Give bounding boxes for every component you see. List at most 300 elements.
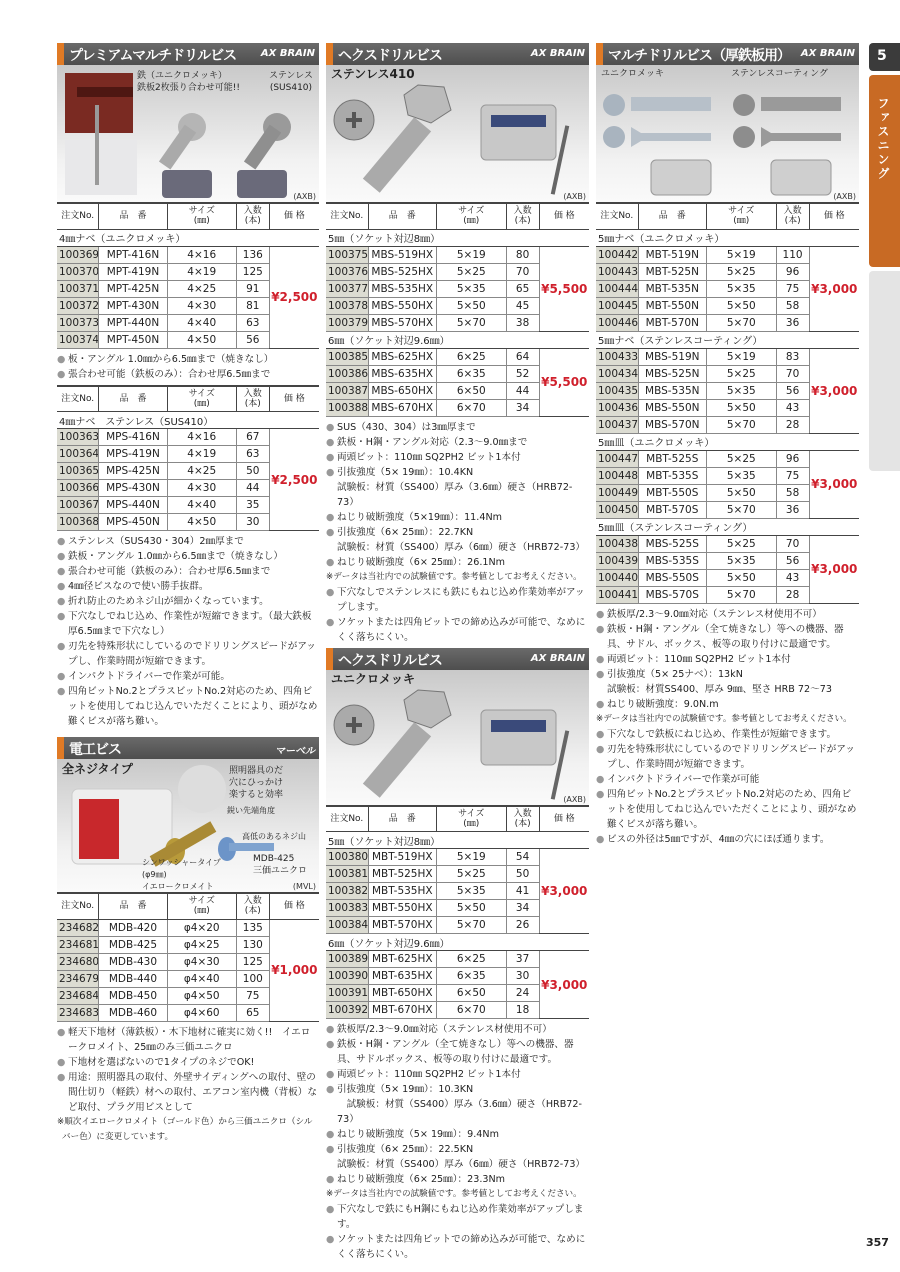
price: ¥5,500 <box>539 246 589 331</box>
quantity: 36 <box>776 501 809 518</box>
order-number: 100377 <box>326 280 368 297</box>
feature-note <box>326 555 589 570</box>
bullet-icon: ● <box>57 551 66 562</box>
price-table <box>57 385 319 532</box>
quantity: 70 <box>776 535 809 552</box>
feature-note <box>57 1070 319 1115</box>
bullet-icon: ● <box>326 586 335 598</box>
bullet-icon: ● <box>57 353 66 365</box>
order-number: 100365 <box>57 463 99 480</box>
feature-note <box>57 1055 319 1070</box>
bullet-icon: ● <box>326 1144 335 1155</box>
table-row[interactable] <box>596 246 859 263</box>
feature-note <box>57 579 319 594</box>
size: φ4×60 <box>167 1004 236 1021</box>
feature-note <box>326 570 589 585</box>
size: φ4×40 <box>167 970 236 987</box>
product-header <box>326 648 589 670</box>
group-label-row <box>326 934 589 951</box>
quantity: 24 <box>506 985 539 1002</box>
feature-note <box>57 367 319 382</box>
product-code: MBS-550N <box>638 399 706 416</box>
quantity: 36 <box>776 314 809 331</box>
feature-note <box>326 465 589 510</box>
bullet-icon: ● <box>596 623 605 635</box>
note-text: ねじり破断強度（5×19㎜）：11.4Nm <box>337 511 502 523</box>
size: 5×50 <box>436 900 506 917</box>
note-text: 引抜強度（5× 19㎜）：10.4KN 試験板：材質（SS400）厚み（3.6㎜）硬さ（HRB72-73） <box>337 466 573 508</box>
order-number: 100373 <box>57 314 99 331</box>
screw-image <box>603 94 711 116</box>
feature-note <box>596 772 859 787</box>
feature-note <box>326 510 589 525</box>
note-text: ねじり破断強度（6× 25㎜）：23.3Nm <box>337 1174 506 1185</box>
size: φ4×50 <box>167 987 236 1004</box>
quantity: 37 <box>506 951 539 968</box>
product-code: MBS-570N <box>638 416 706 433</box>
group-label: 6㎜（ソケット対辺9.6㎜） <box>326 331 589 348</box>
product-image <box>326 670 589 805</box>
quantity: 64 <box>506 348 539 365</box>
price-table <box>57 892 319 1022</box>
product-code: MPT-425N <box>99 280 167 297</box>
bullet-icon: ● <box>57 536 66 547</box>
product-code: MBT-525HX <box>368 866 436 883</box>
table-row[interactable] <box>57 429 319 446</box>
feature-notes <box>57 349 319 385</box>
table-row[interactable] <box>57 246 319 263</box>
column-header: サイズ (㎜) <box>436 203 506 229</box>
image-caption: ユニクロメッキ <box>601 69 665 79</box>
quantity: 43 <box>776 569 809 586</box>
size: 5×70 <box>706 416 776 433</box>
feature-note <box>57 549 319 564</box>
column-header: サイズ (㎜) <box>706 203 776 229</box>
product-code: MBT-625HX <box>368 951 436 968</box>
product-image <box>57 65 319 202</box>
table-header-row <box>326 806 589 832</box>
product-code: MBS-635HX <box>368 365 436 382</box>
size: 4×16 <box>167 429 236 446</box>
bullet-icon: ● <box>326 1069 335 1080</box>
feature-note <box>326 1187 589 1202</box>
order-number: 100445 <box>596 297 638 314</box>
feature-note <box>326 435 589 450</box>
image-caption: 鉄（ユニクロメッキ） 鉄板2枚張り合わせ可能!! <box>137 71 240 93</box>
note-text: ねじり破断強度（5× 19㎜）：9.4Nm <box>337 1129 499 1140</box>
product-header <box>596 43 859 65</box>
quantity: 44 <box>506 382 539 399</box>
note-text: 引抜強度（6× 25㎜）：22.7KN 試験板：材質（SS400）厚み（6㎜）硬さ（HRB72-73） <box>337 526 586 553</box>
feature-note <box>326 420 589 435</box>
quantity: 100 <box>236 970 269 987</box>
feature-note <box>596 607 859 622</box>
order-number: 100435 <box>596 382 638 399</box>
product-code: MBT-535N <box>638 280 706 297</box>
feature-note <box>596 667 859 697</box>
product-code: MBT-535HX <box>368 883 436 900</box>
group-label-row <box>326 229 589 246</box>
order-number: 100446 <box>596 314 638 331</box>
quantity: 63 <box>236 314 269 331</box>
note-text: 鉄板厚/2.3～9.0㎜対応（ステンレス材使用不可） <box>607 608 822 620</box>
order-number: 234679 <box>57 970 99 987</box>
order-number: 100375 <box>326 246 368 263</box>
order-number: 100387 <box>326 382 368 399</box>
quantity: 18 <box>506 1002 539 1019</box>
column-header: 入数 (本) <box>236 386 269 412</box>
product-code: MBS-519N <box>638 348 706 365</box>
group-label: 4㎜ナベ（ユニクロメッキ） <box>57 229 319 246</box>
product-code: MBS-650HX <box>368 382 436 399</box>
table-header-row <box>57 893 319 919</box>
order-number: 234682 <box>57 919 99 936</box>
price-table <box>326 202 589 417</box>
feature-note <box>326 1142 589 1172</box>
product-code: MBS-525S <box>638 535 706 552</box>
note-text: ステンレス（SUS430・304）2㎜厚まで <box>68 536 244 547</box>
next-chapter-tab[interactable] <box>869 271 900 471</box>
feature-note <box>57 684 319 729</box>
column-header: 注文No. <box>596 203 638 229</box>
group-label-row <box>326 331 589 348</box>
size: 5×25 <box>706 535 776 552</box>
price-table <box>326 805 589 1020</box>
product-code: MPT-430N <box>99 297 167 314</box>
quantity: 80 <box>506 246 539 263</box>
price: ¥3,000 <box>539 951 589 1019</box>
bullet-icon: ● <box>57 611 66 622</box>
bullet-icon: ● <box>596 668 605 680</box>
group-label: 5㎜（ソケット対辺8㎜） <box>326 229 589 246</box>
product-code: MBT-670HX <box>368 1002 436 1019</box>
order-number: 100364 <box>57 446 99 463</box>
brand-logo: AX BRAIN <box>530 48 585 59</box>
product-code: MPS-425N <box>99 463 167 480</box>
quantity: 35 <box>236 497 269 514</box>
size: φ4×25 <box>167 936 236 953</box>
note-text: 下穴なしでねじ込め、作業性が短縮できます。（最大鉄板厚6.5㎜まで下穴なし） <box>68 611 312 637</box>
size: 5×25 <box>436 866 506 883</box>
note-text: 鉄板・アングル 1.0㎜から6.5㎜まで（焼きなし） <box>68 551 283 562</box>
order-number: 100442 <box>596 246 638 263</box>
quantity: 96 <box>776 450 809 467</box>
product-code: MPT-440N <box>99 314 167 331</box>
size: 6×35 <box>436 968 506 985</box>
price: ¥3,000 <box>809 450 859 518</box>
size: 5×70 <box>706 501 776 518</box>
image-caption: 全ネジタイプ <box>62 762 133 776</box>
table-row[interactable] <box>596 348 859 365</box>
feature-note <box>57 669 319 684</box>
quantity: 135 <box>236 919 269 936</box>
quantity: 67 <box>236 429 269 446</box>
quantity: 58 <box>776 297 809 314</box>
bullet-icon: ● <box>57 368 66 380</box>
maker-code: (AXB) <box>293 192 316 201</box>
quantity: 56 <box>236 331 269 348</box>
feature-note <box>326 1082 589 1127</box>
note-text: 用途：照明器具の取付、外壁サイディングへの取付、壁の間仕切り（軽鉄）材への取付、エアコン室内機（背板）など取付、プラグ用ビスとして <box>68 1071 317 1113</box>
quantity: 50 <box>506 866 539 883</box>
table-row[interactable] <box>326 348 589 365</box>
order-number: 100449 <box>596 484 638 501</box>
feature-note <box>57 639 319 669</box>
note-text: 引抜強度（5× 25ナベ）：13kN 試験板：材質SS400、厚み 9㎜、堅さ HRB 72～73 <box>607 668 832 695</box>
brand-logo: AX BRAIN <box>800 48 855 59</box>
quantity: 136 <box>236 246 269 263</box>
quantity: 81 <box>236 297 269 314</box>
size: 5×25 <box>436 263 506 280</box>
size: 5×35 <box>436 280 506 297</box>
quantity: 56 <box>776 382 809 399</box>
order-number: 100450 <box>596 501 638 518</box>
order-number: 100368 <box>57 514 99 531</box>
column-header: 入数 (本) <box>236 893 269 919</box>
price-table <box>596 202 859 604</box>
product-code: MBT-525S <box>638 450 706 467</box>
size: 5×50 <box>436 297 506 314</box>
screw-image <box>603 126 711 148</box>
bullet-icon: ● <box>57 686 66 697</box>
screw-image <box>159 113 206 169</box>
bullet-icon: ● <box>57 566 66 577</box>
quantity: 70 <box>506 263 539 280</box>
column-header: 注文No. <box>57 893 99 919</box>
image-caption: ユニクロメッキ <box>331 671 416 686</box>
quantity: 34 <box>506 900 539 917</box>
price: ¥2,500 <box>269 246 319 348</box>
size: 4×40 <box>167 314 236 331</box>
feature-note <box>57 1025 319 1055</box>
table-row[interactable] <box>326 849 589 866</box>
size: 5×19 <box>706 246 776 263</box>
product-code: MBS-535N <box>638 382 706 399</box>
quantity: 28 <box>776 416 809 433</box>
product-code: MBT-550HX <box>368 900 436 917</box>
note-text: 両頭ビット：110㎜ SQ2PH2 ビット1本付 <box>607 653 791 665</box>
brand-logo: AX BRAIN <box>260 48 315 59</box>
bullet-icon: ● <box>596 743 605 755</box>
quantity: 91 <box>236 280 269 297</box>
order-number: 234681 <box>57 936 99 953</box>
table-row[interactable] <box>57 919 319 936</box>
quantity: 125 <box>236 953 269 970</box>
product-code: MDB-430 <box>99 953 167 970</box>
quantity: 75 <box>776 467 809 484</box>
note-text: ソケットまたは四角ビットでの締め込みが可能で、なめにくく落ちにくい。 <box>337 616 586 643</box>
price: ¥3,000 <box>809 535 859 603</box>
image-caption: 鋭い先端角度 <box>227 806 275 815</box>
quantity: 96 <box>776 263 809 280</box>
size: 6×50 <box>436 382 506 399</box>
order-number: 100363 <box>57 429 99 446</box>
order-number: 234684 <box>57 987 99 1004</box>
table-row[interactable] <box>326 246 589 263</box>
product-code: MBS-570HX <box>368 314 436 331</box>
bullet-icon: ● <box>596 773 605 785</box>
size: φ4×30 <box>167 953 236 970</box>
product-code: MPS-450N <box>99 514 167 531</box>
order-number: 100367 <box>57 497 99 514</box>
quantity: 75 <box>236 987 269 1004</box>
note-text: 下穴なしで鉄にもH鋼にもねじ込め作業効率がアップします。 <box>337 1204 584 1230</box>
table-header-row <box>326 203 589 229</box>
table-row[interactable] <box>596 535 859 552</box>
note-text: 4㎜径ビスなので使い勝手抜群。 <box>68 581 209 592</box>
feature-note <box>57 609 319 639</box>
note-text: 張合わせ可能（鉄板のみ）：合わせ厚6.5㎜まで <box>68 566 271 577</box>
note-text: ※順次イエロークロメイト（ゴールド色）から三価ユニクロ（シルバー色）に変更しています。 <box>57 1116 313 1142</box>
note-text: 下地材を選ばないので1タイプのネジでOK! <box>68 1056 255 1068</box>
bullet-icon: ● <box>596 728 605 740</box>
column-right <box>596 43 859 850</box>
chapter-number: 5 <box>877 48 887 64</box>
bullet-icon: ● <box>326 1174 335 1185</box>
size: 5×19 <box>436 246 506 263</box>
image-caption: 高低のあるネジ山 <box>242 832 306 841</box>
bullet-icon: ● <box>326 526 335 538</box>
column-center <box>326 43 589 1265</box>
table-header-row <box>57 203 319 229</box>
note-text: 板・アングル 1.0㎜から6.5㎜まで（焼きなし） <box>68 353 274 365</box>
bullet-icon: ● <box>57 581 66 592</box>
product-code: MBS-525HX <box>368 263 436 280</box>
size: 5×35 <box>436 883 506 900</box>
group-label: 5㎜（ソケット対辺8㎜） <box>326 832 589 849</box>
maker-code: (AXB) <box>563 794 586 804</box>
bullet-icon: ● <box>596 608 605 620</box>
quantity: 52 <box>506 365 539 382</box>
quantity: 44 <box>236 480 269 497</box>
note-text: ※データは当社内での試験値です。参考値としてお考えください。 <box>326 1189 582 1199</box>
price: ¥1,000 <box>269 919 319 1021</box>
column-left <box>57 43 319 1148</box>
order-number: 100391 <box>326 985 368 1002</box>
note-text: 両頭ビット：110㎜ SQ2PH2 ビット1本付 <box>337 451 521 463</box>
order-number: 100385 <box>326 348 368 365</box>
product-section <box>57 737 319 1148</box>
note-text: 下穴なしで鉄板にねじ込め、作業性が短縮できます。 <box>607 728 837 740</box>
size: 5×70 <box>706 586 776 603</box>
product-header <box>57 737 319 759</box>
chapter-category-tab[interactable] <box>869 75 900 267</box>
quantity: 38 <box>506 314 539 331</box>
column-header: 注文No. <box>326 806 368 832</box>
feature-notes <box>57 531 319 732</box>
product-code: MDB-425 <box>99 936 167 953</box>
size: 5×35 <box>706 280 776 297</box>
size: 4×50 <box>167 331 236 348</box>
size: 5×25 <box>706 263 776 280</box>
size: 5×70 <box>436 314 506 331</box>
bullet-icon: ● <box>326 466 335 478</box>
quantity: 26 <box>506 917 539 934</box>
note-text: SUS（430、304）は3㎜厚まで <box>337 421 476 433</box>
product-image <box>326 65 589 202</box>
column-header: 価 格 <box>269 893 319 919</box>
order-number: 100371 <box>57 280 99 297</box>
column-header: 入数 (本) <box>236 203 269 229</box>
group-label: 5㎜皿（ステンレスコーティング） <box>596 518 859 535</box>
size: 5×19 <box>436 849 506 866</box>
bullet-icon: ● <box>326 436 335 448</box>
bullet-icon: ● <box>57 1026 66 1038</box>
image-caption: シンワッシャータイプ (φ9㎜) イエロークロメイト <box>142 858 221 891</box>
product-code: MPT-450N <box>99 331 167 348</box>
product-code: MBT-650HX <box>368 985 436 1002</box>
note-text: 四角ビットNo.2とプラスビットNo.2対応のため、四角ビットを使用してねじ込んでいただくことにより、頭がなめ難くビスが落ち難い。 <box>68 686 318 727</box>
table-row[interactable] <box>596 450 859 467</box>
order-number: 100380 <box>326 849 368 866</box>
bullet-icon: ● <box>326 451 335 463</box>
group-label-row <box>596 518 859 535</box>
product-section <box>596 43 859 850</box>
order-number: 100386 <box>326 365 368 382</box>
note-text: ※データは当社内での試験値です。参考値としてお考えください。 <box>326 571 582 582</box>
feature-note <box>326 1127 589 1142</box>
bullet-icon: ● <box>326 1024 335 1035</box>
feature-note <box>596 697 859 712</box>
note-text: 折れ防止のためネジ山が細かくなっています。 <box>68 596 269 607</box>
size: 5×25 <box>706 365 776 382</box>
product-code: MPS-430N <box>99 480 167 497</box>
feature-note <box>596 832 859 847</box>
feature-note <box>326 1037 589 1067</box>
order-number: 100389 <box>326 951 368 968</box>
bullet-icon: ● <box>57 596 66 607</box>
bullet-icon: ● <box>57 671 66 682</box>
order-number: 100383 <box>326 900 368 917</box>
product-section <box>326 43 589 648</box>
size: 5×19 <box>706 348 776 365</box>
product-code: MBT-635HX <box>368 968 436 985</box>
order-number: 100441 <box>596 586 638 603</box>
quantity: 28 <box>776 586 809 603</box>
product-header <box>57 43 319 65</box>
maker-code: (AXB) <box>563 192 586 201</box>
quantity: 54 <box>506 849 539 866</box>
feature-note <box>596 622 859 652</box>
quantity: 125 <box>236 263 269 280</box>
bullet-icon: ● <box>57 1071 66 1083</box>
product-header <box>326 43 589 65</box>
column-header: 入数 (本) <box>506 203 539 229</box>
product-code: MPS-416N <box>99 429 167 446</box>
chapter-number-tab[interactable] <box>869 43 900 71</box>
feature-note <box>326 585 589 615</box>
order-number: 100379 <box>326 314 368 331</box>
order-number: 100388 <box>326 399 368 416</box>
table-row[interactable] <box>326 951 589 968</box>
size: 4×16 <box>167 246 236 263</box>
order-number: 100381 <box>326 866 368 883</box>
product-code: MBT-519HX <box>368 849 436 866</box>
product-title: 電工ビス <box>69 742 121 758</box>
quantity: 65 <box>506 280 539 297</box>
image-caption: ステンレス (SUS410) <box>269 71 313 93</box>
quantity: 58 <box>776 484 809 501</box>
note-text: 張合わせ可能（鉄板のみ）：合わせ厚6.5㎜まで <box>68 368 271 380</box>
note-text: 鉄板・H鋼・アングル対応（2.3～9.0㎜まで <box>337 436 528 448</box>
size: 6×50 <box>436 985 506 1002</box>
size: 6×25 <box>436 348 506 365</box>
feature-note <box>596 712 859 727</box>
column-header: サイズ (㎜) <box>167 386 236 412</box>
note-text: 鉄板厚/2.3～9.0㎜対応（ステンレス材使用不可） <box>337 1024 552 1035</box>
bullet-icon: ● <box>326 421 335 433</box>
order-number: 100434 <box>596 365 638 382</box>
